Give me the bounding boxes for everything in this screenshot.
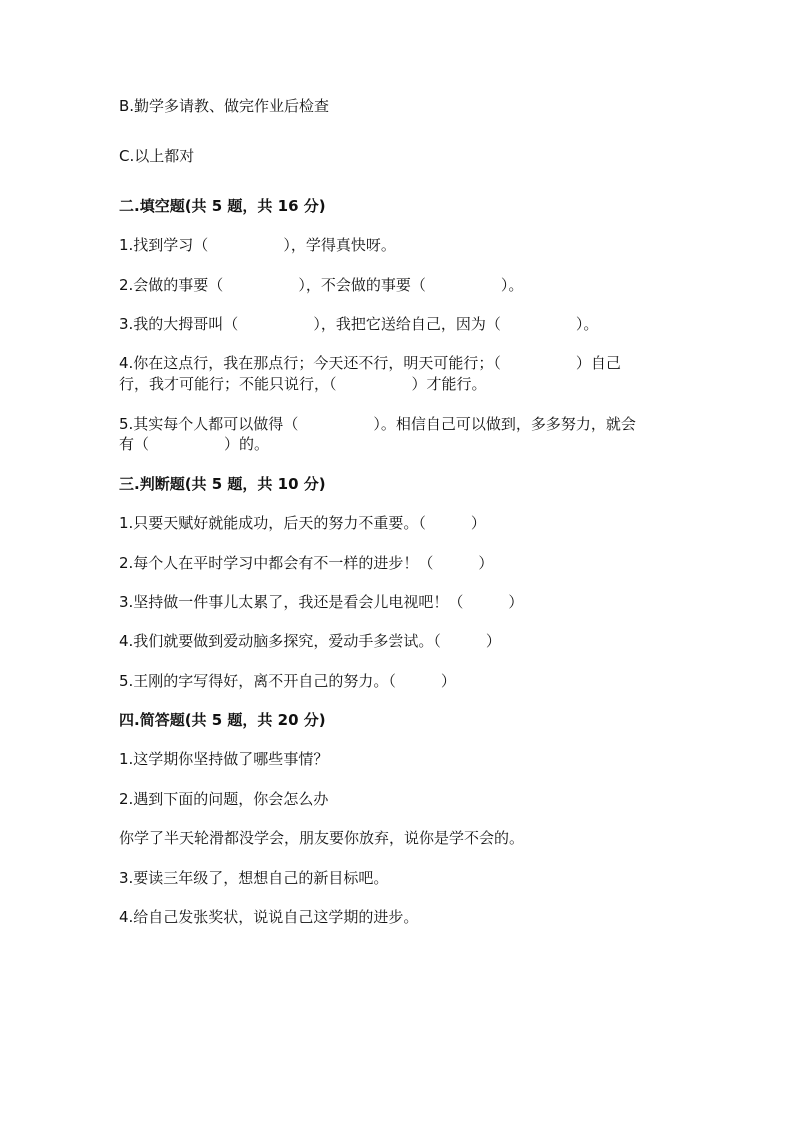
short-q4: 4.给自己发张奖状，说说自己这学期的进步。: [119, 908, 419, 926]
fill-q4-line2: 行，我才可能行；不能只说行，（ ）才能行。: [119, 375, 487, 393]
short-q2: 2.遇到下面的问题，你会怎么办: [119, 790, 329, 808]
judge-q4: 4.我们就要做到爱动脑多探究，爱动手多尝试。（ ）: [119, 632, 501, 650]
section-3-heading: 三.判断题(共 5 题，共 10 分): [119, 475, 326, 493]
short-q2-scenario: 你学了半天轮滑都没学会，朋友要你放弃，说你是学不会的。: [119, 829, 525, 847]
fill-q3: 3.我的大拇哥叫（ ），我把它送给自己，因为（ ）。: [119, 315, 599, 333]
option-c: C.以上都对: [119, 147, 195, 165]
fill-q4-line1: 4.你在这点行，我在那点行；今天还不行，明天可能行；（ ）自己: [119, 354, 621, 372]
fill-q1: 1.找到学习（ ），学得真快呀。: [119, 236, 396, 254]
short-q3: 3.要读三年级了，想想自己的新目标吧。: [119, 869, 389, 887]
fill-q5-line2: 有（ ）的。: [119, 435, 270, 453]
section-4-heading: 四.简答题(共 5 题，共 20 分): [119, 711, 326, 729]
fill-q2: 2.会做的事要（ ），不会做的事要（ ）。: [119, 276, 524, 294]
section-2-heading: 二.填空题(共 5 题，共 16 分): [119, 197, 326, 215]
short-q1: 1.这学期你坚持做了哪些事情？: [119, 750, 329, 768]
judge-q1: 1.只要天赋好就能成功，后天的努力不重要。（ ）: [119, 514, 486, 532]
fill-q5-line1: 5.其实每个人都可以做得（ ）。相信自己可以做到，多多努力，就会: [119, 415, 636, 433]
judge-q2: 2.每个人在平时学习中都会有不一样的进步！（ ）: [119, 554, 494, 572]
judge-q3: 3.坚持做一件事儿太累了，我还是看会儿电视吧！（ ）: [119, 593, 524, 611]
option-b: B.勤学多请教、做完作业后检查: [119, 97, 330, 115]
judge-q5: 5.王刚的字写得好，离不开自己的努力。（ ）: [119, 672, 456, 690]
